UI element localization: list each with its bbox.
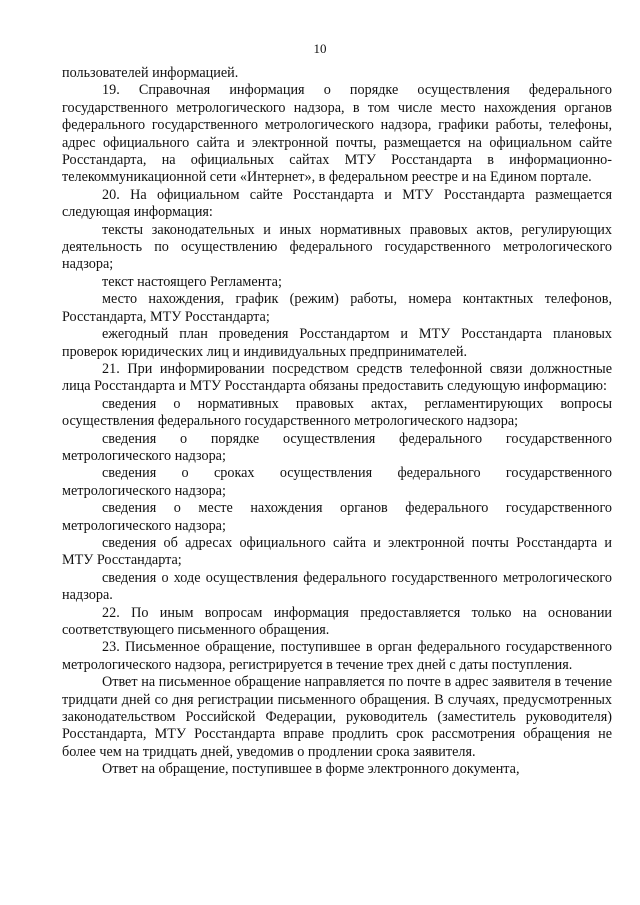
list-item-regulation-text: текст настоящего Регламента; (102, 273, 282, 290)
list-item-location-schedule: место нахождения, график (режим) работы, номера контактных телефонов, Росстандарта, МТУ Росстандарта; (62, 291, 612, 325)
list-item-legal-acts: тексты законодательных и иных нормативных правовых актов, регулирующих деятельность по осуществлению федерального государственного метрологического надзора; (62, 221, 612, 273)
page-number: 10 (313, 41, 327, 56)
paragraph-21: 21. При информировании посредством средств телефонной связи должностные лица Росстандарта и МТУ Росстандарта обязаны предоставить следующую информацию: (62, 360, 612, 395)
paragraph-19: 19. Справочная информация о порядке осуществления федерального государственного метрологического надзора, в том числе место нахождения органов федерального государственного метрологического надзора, графики работы, телефоны, адрес официального сайта и электронной почты, размещается на официальном сайте Росстандарта, на официальных сайтах МТУ Росстандарта в информационно-телекоммуникационной сети «Интернет», в федеральном реестре и на Едином портале. (62, 82, 612, 186)
paragraph-20: 20. На официальном сайте Росстандарта и МТУ Росстандарта размещается следующая информация: (62, 186, 612, 221)
document-body (62, 65, 612, 779)
paragraph-electronic-response: Ответ на обращение, поступившее в форме электронного документа, (102, 761, 520, 778)
paragraph-continuation: пользователей информацией. (62, 65, 239, 81)
list-item-normative-acts-info: сведения о нормативных правовых актах, регламентирующих вопросы осуществления федерального государственного метрологического надзора; (62, 395, 612, 430)
paragraph-23: 23. Письменное обращение, поступившее в орган федерального государственного метрологического надзора, регистрируется в течение трех дней с даты поступления. (62, 639, 612, 673)
list-item-addresses-info: сведения об адресах официального сайта и электронной почты Росстандарта и МТУ Росстандарта; (62, 534, 612, 569)
list-item-terms-info: сведения о сроках осуществления федерального государственного метрологического надзора; (62, 465, 612, 499)
list-item-location-info: сведения о месте нахождения органов федерального государственного метрологического надзора; (62, 500, 612, 534)
paragraph-written-response: Ответ на письменное обращение направляется по почте в адрес заявителя в течение тридцати дней со дня регистрации письменного обращения. В случаях, предусмотренных законодательством Российской Федерации, руководитель (заместитель руководителя) Росстандарта, МТУ Росстандарта вправе продлить срок рассмотрения обращения не более чем на тридцать дней, уведомив о продлении срока заявителя. (62, 674, 612, 760)
list-item-progress-info: сведения о ходе осуществления федерального государственного метрологического надзора. (62, 569, 612, 604)
paragraph-22: 22. По иным вопросам информация предоставляется только на основании соответствующего письменного обращения. (62, 604, 612, 638)
list-item-annual-plan: ежегодный план проведения Росстандартом и МТУ Росстандарта плановых проверок юридических лиц и индивидуальных предпринимателей. (62, 326, 612, 360)
list-item-procedure-info: сведения о порядке осуществления федерального государственного метрологического надзора; (62, 430, 612, 464)
